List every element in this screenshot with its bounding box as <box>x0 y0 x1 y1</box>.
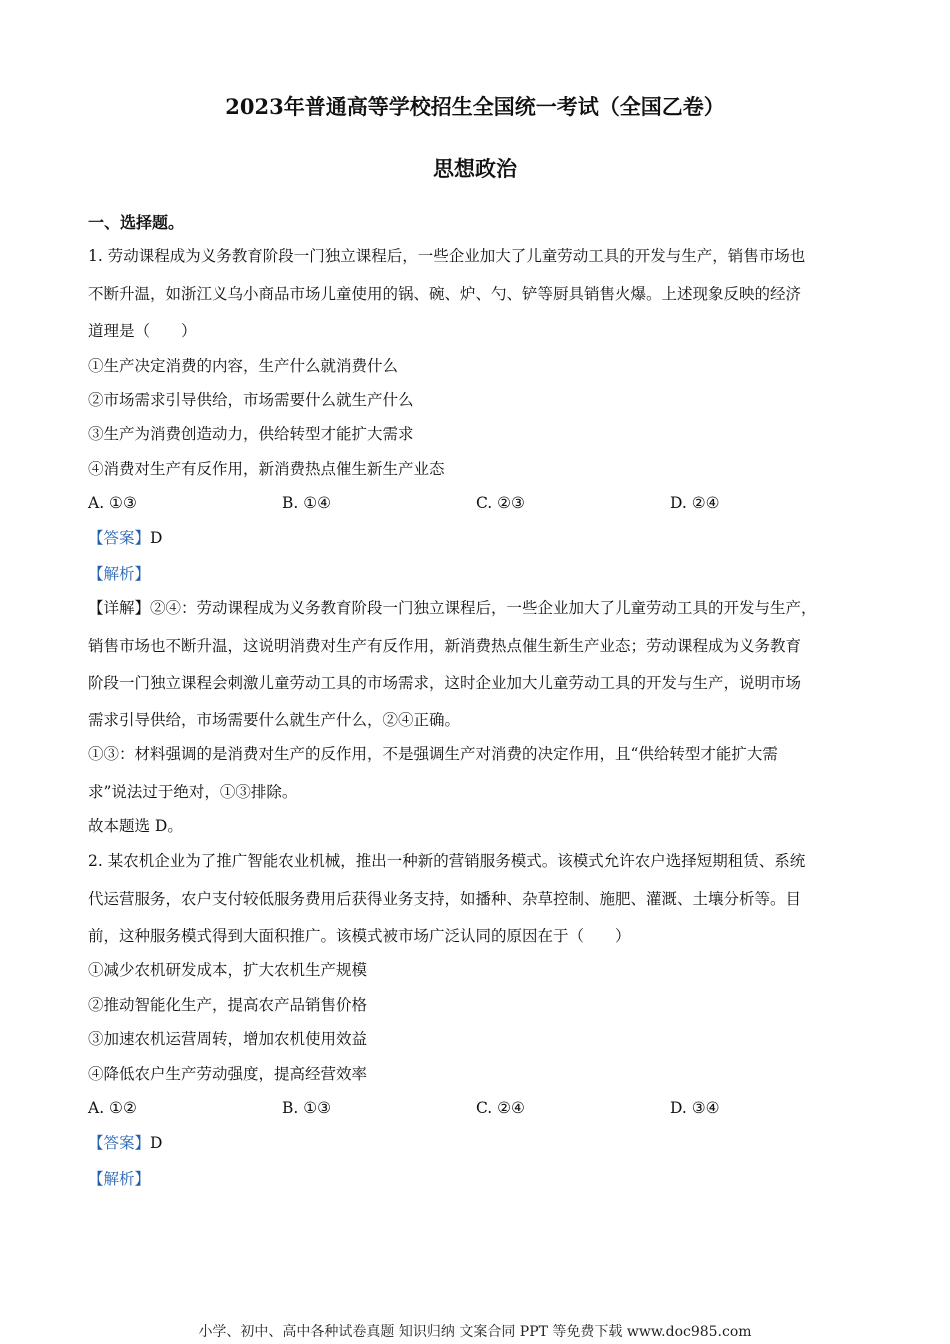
answer-label: 【答案】 <box>88 529 151 547</box>
q1-option-b: B. ①④ <box>282 494 332 512</box>
q2-item-2: ②推动智能化生产，提高农产品销售价格 <box>88 996 368 1014</box>
subject-title: 思想政治 <box>433 156 517 181</box>
q1-item-4: ④消费对生产有反作用，新消费热点催生新生产业态 <box>88 460 445 478</box>
q1-detail-line-6: 求”说法过于绝对，①③排除。 <box>88 783 298 801</box>
q1-stem-line-3: 道理是（ ） <box>88 322 197 340</box>
q2-option-b: B. ①③ <box>282 1099 332 1117</box>
detail-label: 【详解】 <box>88 599 151 617</box>
q1-detail-line-3: 阶段一门独立课程会刺激儿童劳动工具的市场需求，这时企业加大儿童劳动工具的开发与生产，说明市场 <box>88 674 802 692</box>
q2-option-c: C. ②④ <box>476 1099 525 1117</box>
q1-answer <box>88 528 162 548</box>
answer-value: D <box>150 1134 163 1152</box>
q2-item-4: ④降低农户生产劳动强度，提高经营效率 <box>88 1065 368 1083</box>
q2-option-d: D. ③④ <box>670 1099 720 1117</box>
q1-detail-line-2: 销售市场也不断升温，这说明消费对生产有反作用，新消费热点催生新生产业态；劳动课程成为义务教育 <box>88 637 802 655</box>
q1-stem-line-1: 1. 劳动课程成为义务教育阶段一门独立课程后，一些企业加大了儿童劳动工具的开发与生产，销售市场也 <box>88 247 806 265</box>
section-heading: 一、选择题。 <box>88 213 185 232</box>
page-footer: 小学、初中、高中各种试卷真题 知识归纳 文案合同 PPT 等免费下载 www.doc985.com <box>198 1324 752 1340</box>
answer-label: 【答案】 <box>88 1134 151 1152</box>
q2-stem-line-3: 前，这种服务模式得到大面积推广。该模式被市场广泛认同的原因在于（ ） <box>88 927 631 945</box>
q1-option-d: D. ②④ <box>670 494 720 512</box>
answer-value: D <box>150 529 163 547</box>
q2-item-1: ①减少农机研发成本，扩大农机生产规模 <box>88 961 368 979</box>
q1-item-3: ③生产为消费创造动力，供给转型才能扩大需求 <box>88 425 414 443</box>
q2-option-a: A. ①② <box>88 1099 137 1117</box>
q2-stem-line-2: 代运营服务，农户支付较低服务费用后获得业务支持，如播种、杂草控制、施肥、灌溉、土壤分析等。目 <box>88 890 802 908</box>
q2-analysis-label: 【解析】 <box>88 1170 151 1188</box>
exam-title: 2023年普通高等学校招生全国统一考试（全国乙卷） <box>225 94 725 119</box>
q1-analysis-label: 【解析】 <box>88 565 151 583</box>
q1-detail-line-1 <box>88 598 817 618</box>
q1-conclusion: 故本题选 D。 <box>88 817 183 835</box>
q1-stem-line-2: 不断升温，如浙江义乌小商品市场儿童使用的锅、碗、炉、勺、铲等厨具销售火爆。上述现象反映的经济 <box>88 285 802 303</box>
q2-item-3: ③加速农机运营周转，增加农机使用效益 <box>88 1030 368 1048</box>
q1-option-c: C. ②③ <box>476 494 525 512</box>
q1-option-a: A. ①③ <box>88 494 137 512</box>
q2-stem-line-1: 2. 某农机企业为了推广智能农业机械，推出一种新的营销服务模式。该模式允许农户选择短期租赁、系统 <box>88 852 806 870</box>
q1-item-1: ①生产决定消费的内容，生产什么就消费什么 <box>88 357 399 375</box>
q1-detail-line-5: ①③：材料强调的是消费对生产的反作用，不是强调生产对消费的决定作用，且“供给转型才能扩大需 <box>88 745 778 763</box>
q1-item-2: ②市场需求引导供给，市场需要什么就生产什么 <box>88 391 414 409</box>
q1-detail-line-4: 需求引导供给，市场需要什么就生产什么，②④正确。 <box>88 711 461 729</box>
q2-answer <box>88 1133 162 1153</box>
detail-text: ②④：劳动课程成为义务教育阶段一门独立课程后，一些企业加大了儿童劳动工具的开发与生产， <box>150 599 817 617</box>
